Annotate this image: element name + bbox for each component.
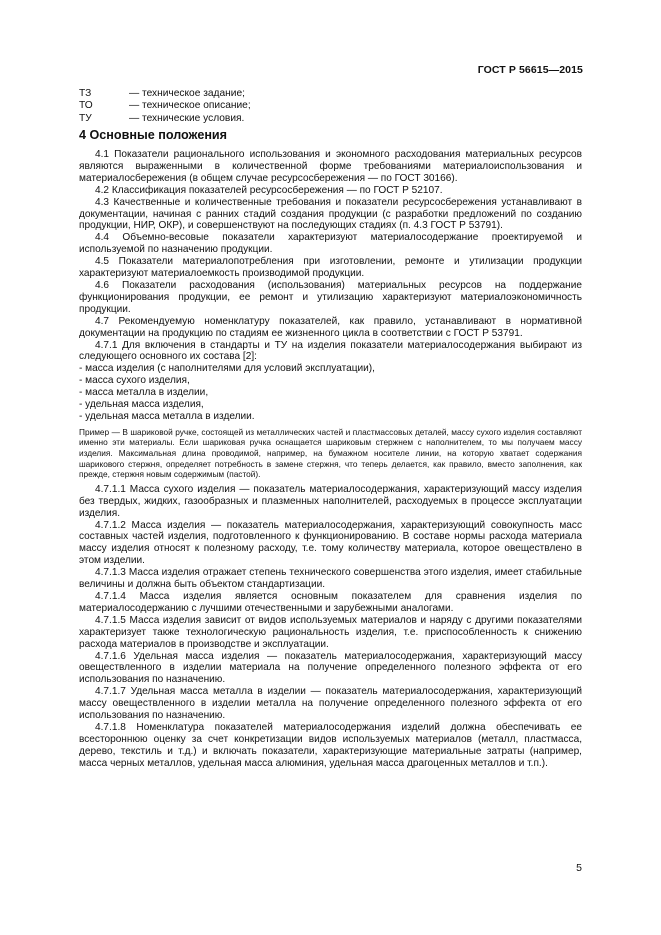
abbreviation-list [79,88,251,125]
paragraph-4-7-1-2: 4.7.1.2 Масса изделия — показатель материалосодержания, характеризующий совокупность масс составных частей изделия, подготовленного к функционированию. В составе нормы расхода материала массу изделия относят к полезному расходу, т.е. тому количеству материала, которое овеществлено в этом изделии. [79,519,582,567]
paragraph-4-5: 4.5 Показатели материалопотребления при изготовлении, ремонте и утилизации продукции характеризуют материалоемкость производимой продукции. [79,256,582,280]
abbreviation-key: ТО [79,100,93,112]
abbreviation-item [79,88,251,100]
document-body [79,149,582,770]
paragraph-4-4: 4.4 Объемно-весовые показатели характеризуют материалосодержание проектируемой и используемой по назначению продукции. [79,232,582,256]
paragraph-4-7-1: 4.7.1 Для включения в стандарты и ТУ на изделия показатели материалосодержания выбирают из следующего основного их состава [2]: [79,339,582,363]
paragraph-4-7-1-1: 4.7.1.1 Масса сухого изделия — показатель материалосодержания, характеризующий массу изделия без твердых, жидких, газообразных и плазменных наполнителей, расходуемых в процессе эксплуатации изделия. [79,483,582,519]
example-note: Пример — В шариковой ручке, состоящей из металлических частей и пластмассовых деталей, массу сухого изделия составляют именно эти материалы. Если шариковая ручка оснащается шариковым стержнем с наполнителем, то мы получаем массу изделия. Максимальная длина проводимой, например, на бумажном носителе линии, на которую хватает содержания шарикового стержня, определяет потребность в замене стержня, что теперь делается, как правило, вместо заполнения, как прежде, стержня новым содержимым (пастой). [79,426,582,480]
abbreviation-key: ТЗ [79,88,92,99]
page-number: 5 [576,862,582,874]
section-title: 4 Основные положения [79,128,228,142]
abbreviation-value: — техническое описание; [129,100,251,112]
list-item: - масса сухого изделия, [79,375,190,387]
paragraph-4-7-1-3: 4.7.1.3 Масса изделия отражает степень технического совершенства этого изделия, имеет стабильные величины и должна быть объектом стандартизации. [79,567,582,591]
paragraph-4-2: 4.2 Классификация показателей ресурсосбережения — по ГОСТ Р 52107. [95,184,443,196]
paragraph-4-1: 4.1 Показатели рационального использования и экономного расходования материальных ресурсов являются выраженными в количественной форме требованиями материалоиспользования и материалосбережения (в общем случае ресурсосбережения — по ГОСТ 30166). [79,149,582,184]
abbreviation-key: ТУ [79,112,92,124]
list-item: - удельная масса изделия, [79,399,204,411]
paragraph-4-7-1-5: 4.7.1.5 Масса изделия зависит от видов используемых материалов и наряду с другими показателями характеризует также технологическую рациональность изделия, т.е. приспособленность к снижению расхода материалов в производстве и эксплуатации. [79,614,582,650]
paragraph-4-7-1-8: 4.7.1.8 Номенклатура показателей материалосодержания изделий должна обеспечивать ее всестороннюю оценку за счет конкретизации видов используемых материалов (металл, пластмасса, дерево, текстиль и т.д.) и включать показатели, характеризующие материальные затраты (например, масса черных металлов, удельная масса алюминия, удельная масса драгоценных металлов и т.п.). [79,721,582,769]
abbreviation-item [79,113,251,125]
paragraph-4-6: 4.6 Показатели расходования (использования) материальных ресурсов на поддержание функционирования продукции, ее ремонт и утилизацию характеризуют материалоэкономичность продукции. [79,279,582,315]
paragraph-4-7-1-6: 4.7.1.6 Удельная масса изделия — показатель материалосодержания, характеризующий массу овеществленного в изделии материала на получение определенного полезного эффекта от его использования по назначению. [79,650,582,686]
paragraph-4-7-1-4: 4.7.1.4 Масса изделия является основным показателем для сравнения изделия по материалосодержанию с лучшими отечественными и зарубежными аналогами. [79,590,582,614]
paragraph-4-7: 4.7 Рекомендуемую номенклатуру показателей, как правило, устанавливают в нормативной документации на продукцию по стадиям ее жизненного цикла в соответствии с ГОСТ Р 53791. [79,315,582,339]
abbreviation-value: — технические условия. [129,112,245,124]
paragraph-4-3: 4.3 Качественные и количественные требования и показатели ресурсосбережения устанавливают в документации, начиная с ранних стадий создания продукции (с разработки предложений по созданию продукции, НИР, ОКР), и совершенствуют на последующих стадиях (п. 4.3 ГОСТ Р 53791). [79,196,582,232]
standard-code-header: ГОСТ Р 56615—2015 [477,64,583,76]
paragraph-4-7-1-7: 4.7.1.7 Удельная масса металла в изделии — показатель материалосодержания, характеризующий массу овеществленного в изделии металла на получение определенного полезного эффекта от его использования по назначению. [79,686,582,722]
list-item: - удельная масса металла в изделии. [79,410,255,422]
list-item: - масса металла в изделии, [79,387,209,399]
abbreviation-value: — техническое задание; [129,88,245,99]
abbreviation-item [79,100,251,112]
list-item: - масса изделия (с наполнителями для условий эксплуатации), [79,363,375,375]
